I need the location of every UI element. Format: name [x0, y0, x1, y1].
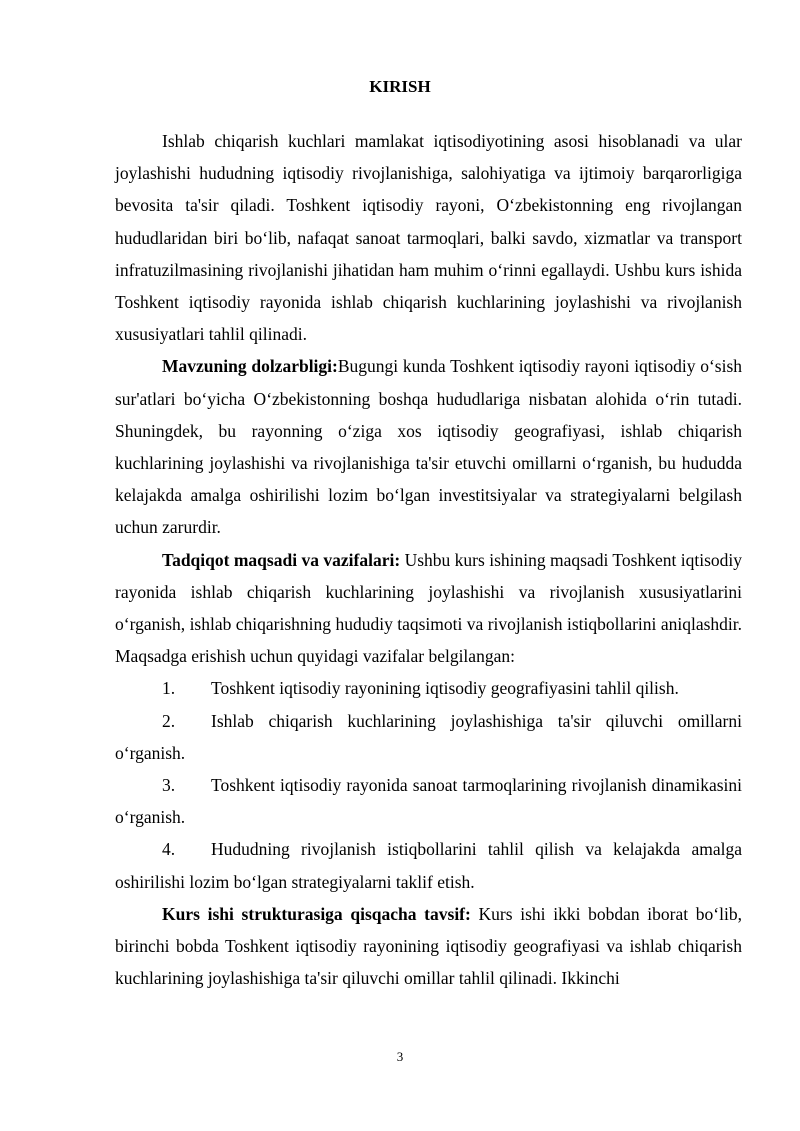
goals-text: Ushbu kurs ishining maqsadi Toshkent iqtisodiy rayonida ishlab chiqarish kuchlarining joylashishi va rivojlanish xususiyatlarini o‘rganish, ishlab chiqarishning hududiy taqsimoti va rivojlanish istiqbollarini aniqlashdir. Maqsadga erishish uchun quyidagi vazifalar belgilangan:	[115, 549, 743, 667]
task-number: 1.	[162, 678, 176, 699]
page-number: 3	[396, 1049, 404, 1064]
page-title: KIRISH	[369, 77, 431, 96]
relevance-paragraph	[115, 350, 742, 543]
goals-heading: Tadqiqot maqsadi va vazifalari:	[162, 549, 401, 570]
document-body	[115, 125, 742, 994]
structure-heading: Kurs ishi strukturasiga qisqacha tavsif:	[162, 903, 471, 924]
task-item-3	[115, 769, 742, 833]
task-text: Toshkent iqtisodiy rayonida sanoat tarmoqlarining rivojlanish dinamikasini o‘rganish.	[115, 775, 742, 828]
relevance-text: Bugungi kunda Toshkent iqtisodiy rayoni iqtisodiy o‘sish sur'atlari bo‘yicha O‘zbekistonning boshqa hududlariga nisbatan alohida o‘rin tutadi. Shuningdek, bu rayonning o‘ziga xos iqtisodiy geografiyasi, ishlab chiqarish kuchlarining joylashishi va rivojlanishiga ta'sir etuvchi omillarni o‘rganish, bu hududda kelajakda amalga oshirilishi lozim bo‘lgan investitsiyalar va strategiyalarni belgilash uchun zarurdir.	[115, 356, 742, 538]
task-text: Ishlab chiqarish kuchlarining joylashishiga ta'sir qiluvchi omillarni o‘rganish.	[115, 710, 742, 763]
goals-paragraph	[115, 544, 742, 673]
task-item-4	[115, 833, 742, 897]
task-item-2	[115, 705, 742, 769]
task-number: 4.	[162, 839, 176, 860]
structure-text: Kurs ishi ikki bobdan iborat bo‘lib, birinchi bobda Toshkent iqtisodiy rayonining iqtisodiy geografiyasi va ishlab chiqarish kuchlarining joylashishiga ta'sir qiluvchi omillar tahlil qilinadi. Ikkinchi	[115, 903, 742, 989]
task-text: Toshkent iqtisodiy rayonining iqtisodiy geografiyasini tahlil qilish.	[211, 678, 679, 699]
structure-paragraph	[115, 898, 742, 995]
task-text: Hududning rivojlanish istiqbollarini tahlil qilish va kelajakda amalga oshirilishi lozim bo‘lgan strategiyalarni taklif etish.	[115, 839, 742, 892]
task-number: 2.	[162, 710, 176, 731]
task-item-1	[115, 672, 742, 704]
task-number: 3.	[162, 775, 176, 796]
relevance-heading: Mavzuning dolzarbligi:	[162, 356, 338, 377]
intro-paragraph: Ishlab chiqarish kuchlari mamlakat iqtisodiyotining asosi hisoblanadi va ular joylashishi hududning iqtisodiy rivojlanishiga, salohiyatiga va ijtimoiy barqarorligiga bevosita ta'sir qiladi. Toshkent iqtisodiy rayoni, O‘zbekistonning eng rivojlangan hududlaridan biri bo‘lib, nafaqat sanoat tarmoqlari, balki savdo, xizmatlar va transport infratuzilmasining rivojlanishi jihatidan ham muhim o‘rinni egallaydi. Ushbu kurs ishida Toshkent iqtisodiy rayonida ishlab chiqarish kuchlarining joylashishi va rivojlanish xususiyatlari tahlil qilinadi.	[115, 131, 742, 345]
